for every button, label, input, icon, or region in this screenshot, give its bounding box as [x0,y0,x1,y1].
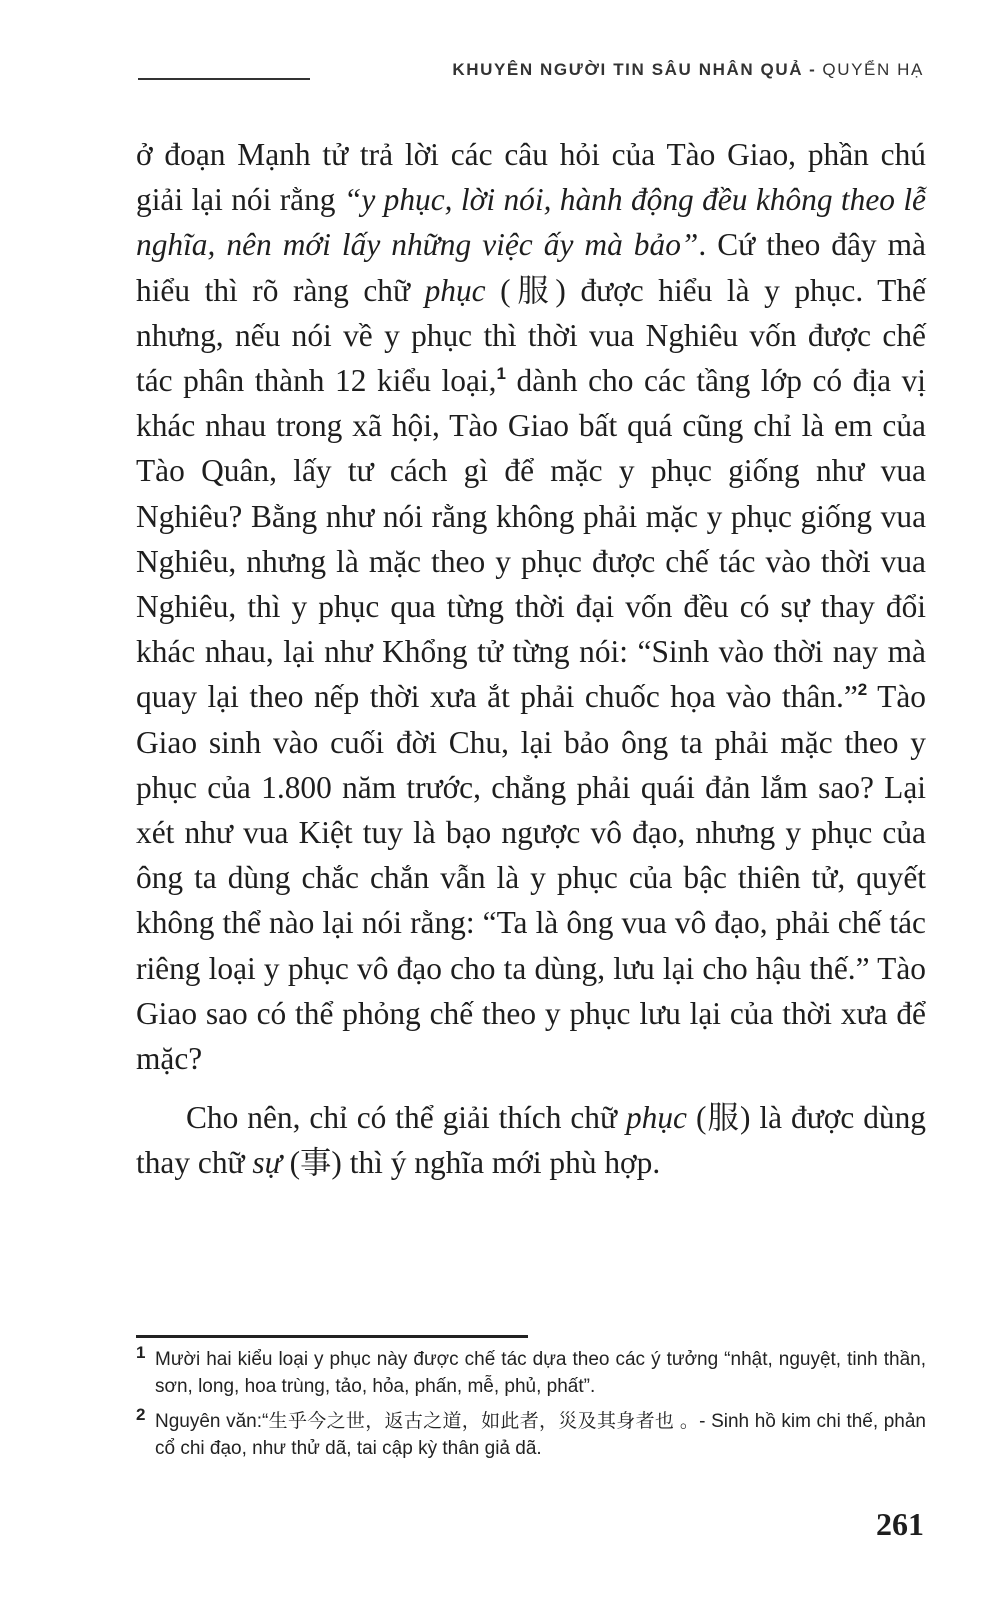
footnote-text: Mười hai kiểu loại y phục này được chế tác dựa theo các ý tưởng “nhật, nguyệt, tinh thần, sơn, long, hoa trùng, tảo, hỏa, phấn, mễ, phủ, phất”. [155,1349,926,1397]
paragraph-1-segment-4: dành cho các tầng lớp có địa vị khác nhau trong xã hội, Tào Giao bất quá cũng chỉ là em của Tào Quân, lấy tư cách gì để mặc y phục giống như vua Nghiêu? Bằng như nói rằng không phải mặc y phục giống vua Nghiêu, nhưng là mặc theo y phục được chế tác vào thời vua Nghiêu, thì y phục qua từng thời đại vốn đều có sự thay đổi khác nhau, lại như Khổng tử từng nói: “Sinh vào thời nay mà quay lại theo nếp thời xưa ắt phải chuốc họa vào thân.” [136,363,926,715]
paragraph-1-segment-3: (服) được hiểu là y phục. Thế nhưng, nếu nói về y phục thì thời vua Nghiêu vốn được chế tác phân thành 12 kiểu loại, [136,272,926,399]
paragraph-1-segment-1: ở đoạn Mạnh tử trả lời các câu hỏi của Tào Giao, phần chú giải lại nói rằng [136,137,926,218]
italic-word-su: sự [252,1145,282,1181]
header-rule [138,78,310,80]
page-number: 261 [876,1506,924,1542]
footnote-number: 1 [136,1343,146,1362]
footnote-divider [136,1335,528,1338]
header-separator: - [809,60,817,79]
footnote-number: 2 [136,1405,146,1424]
paragraph-2 [136,1095,926,1185]
italic-quote: “y phục, lời nói, hành động đều không theo lễ nghĩa, nên mới lấy những việc ấy mà bảo” [136,182,926,263]
paragraph-2-segment-1: Cho nên, chỉ có thể giải thích chữ [186,1100,626,1136]
paragraph-1-segment-2: . Cứ theo đây mà hiểu thì rõ ràng chữ [136,227,926,308]
volume-label: QUYỂN HẠ [822,60,924,79]
footnote-ref-2[interactable]: 2 [857,680,868,700]
italic-word-phuc: phục [424,272,486,308]
paragraph-1-segment-5: Tào Giao sinh vào cuối đời Chu, lại bảo ông ta phải mặc theo y phục của 1.800 năm trước, chẳng phải quái đản lắm sao? Lại xét như vua Kiệt tuy là bạo ngược vô đạo, nhưng y phục của ông ta dùng chắc chắn vẫn là y phục của bậc thiên tử, quyết không thể nào lại nói rằng: “Ta là ông vua vô đạo, phải chế tác riêng loại y phục vô đạo cho ta dùng, lưu lại cho hậu thế.” Tào Giao sao có thể phỏng chế theo y phục lưu lại của thời xưa để mặc? [136,679,926,1077]
page-header [0,0,1000,100]
paragraph-2-segment-2: (服) là được dùng thay chữ [136,1100,926,1181]
footnote-2 [136,1405,926,1462]
paragraph-2-segment-3: (事) thì ý nghĩa mới phù hợp. [281,1145,661,1181]
italic-word-phuc: phục [625,1100,687,1136]
body-text [136,132,926,1186]
footnote-ref-1[interactable]: 1 [496,364,506,384]
footnotes [136,1343,926,1470]
footnote-text: Nguyên văn:“生乎今之世，返古之道，如此者，災及其身者也 。- Sinh hồ kim chi thế, phản cổ chi đạo, như thử dã, tai cập kỳ thân giả dã. [155,1411,926,1459]
book-title: KHUYÊN NGƯỜI TIN SÂU NHÂN QUẢ [452,60,804,79]
paragraph-1 [136,132,926,1081]
running-title [452,60,924,80]
footnote-1 [136,1343,926,1400]
